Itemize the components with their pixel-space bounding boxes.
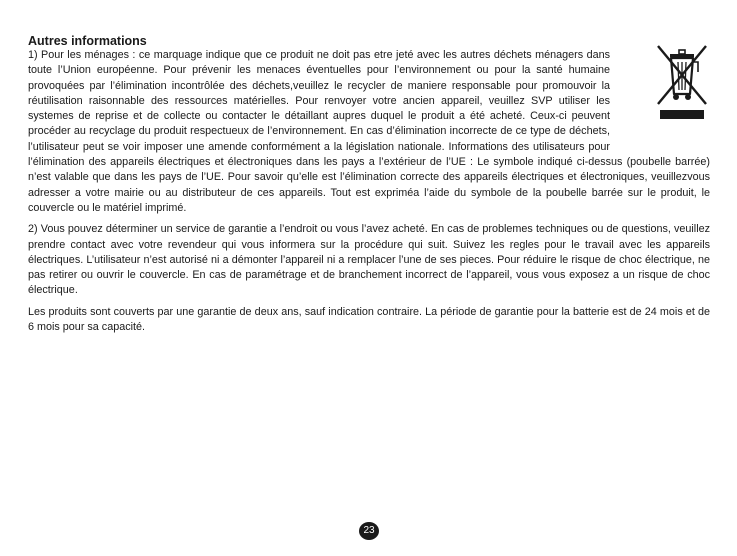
symbol-spacer	[618, 34, 710, 141]
paragraph-service: 2) Vous pouvez déterminer un service de garantie a l’endroit ou vous l’avez acheté. En cas de problemes techniques ou de questions, veuillez prendre contact avec votre revendeur qui vous informera sur la procédure qui suit. Suivez les regles pour le travail avec les appareils électriques. L’utilisateur n’est autorisé ni a démonter l’appareil ni a remplacer l’une de ses pieces. Pour réduire le risque de choc électrique, ne pas retirer ou ouvrir le couvercle. En cas de paramétrage et de branchement incorrect de l’appareil, vous vous exposez a un risque de choc électrique.	[28, 223, 710, 297]
paragraph-warranty: Les produits sont couverts par une garantie de deux ans, sauf indication contraire. La période de garantie pour la batterie est de 24 mois et de 6 mois pour sa capacité.	[28, 305, 710, 334]
document-body	[28, 34, 710, 341]
section-title: Autres informations	[28, 34, 147, 48]
paragraph-disposal: 1) Pour les ménages : ce marquage indique que ce produit ne doit pas etre jeté avec les autres déchets ménagers dans toute l’Union européenne. Pour prévenir les menaces éventuelles pour l’environnement ou pour la santé humaine provoquées par l’élimination incontrôlée des déchets,veuillez le recycler de maniere responsable pour promouvoir la réutilisation raisonnable des ressources matérielles. Pour renvoyer votre ancien appareil, veuillez SVP utiliser les systemes de reprise et de collecte ou contacter le détaillant aupres duquel le produit a été acheté. Ceux-ci peuvent procéder au recyclage du produit respectueux de l’environnement. En cas d’élimination incorrecte de ce type de déchets, l’utilisateur peut se voir imposer une amende conformément a la législation nationale. Informations des utilisateurs pour l’élimination des appareils électriques et électroniques dans les pays a l’extérieur de l’UE : Le symbole indiqué ci-dessus (poubelle barrée) n’est valable que dans les pays de l’UE. Pour savoir qu’elle est l’élimination correcte des appareils électriques et électroniques, veuillezvous adresser a votre mairie ou au distributeur de ces appareils. Tout est expriméa l’aide du symbole de la poubelle barrée sur le produit, le couvercle ou le matériel imprimé.	[28, 49, 710, 214]
page-number-badge: 23	[359, 522, 379, 540]
